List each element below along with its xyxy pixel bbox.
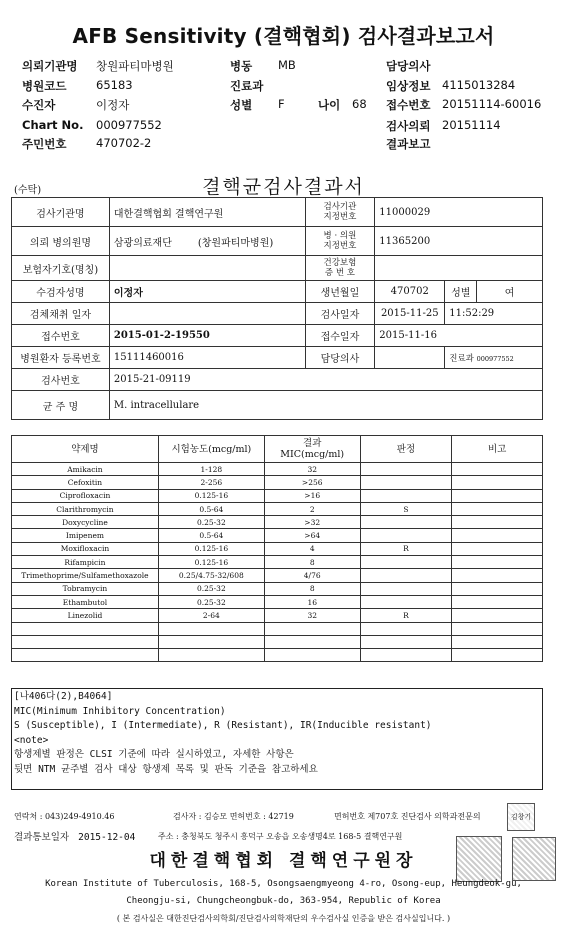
empty-cell — [158, 635, 264, 648]
report-title: 결핵균검사결과서 — [202, 176, 365, 198]
name-value: 이정자 — [109, 281, 305, 303]
test-date-label: 검사일자 — [305, 303, 375, 325]
results-table — [11, 435, 543, 662]
table-row — [12, 529, 543, 542]
official-seal — [456, 836, 502, 882]
table-row — [12, 463, 543, 476]
mic-cell: 2 — [264, 502, 360, 515]
drug-cell: Clarithromycin — [12, 502, 159, 515]
drug-cell: Rifampicin — [12, 556, 159, 569]
address-ko: 주소 : 충청북도 청주시 흥덕구 오송읍 오송생명4로 168-5 결핵연구원 — [158, 832, 403, 841]
empty-cell — [360, 635, 452, 648]
reg-no-value: 15111460016 — [109, 347, 305, 369]
test-no-label: 검사번호 — [12, 369, 110, 391]
results-box — [11, 435, 543, 662]
empty-cell — [158, 622, 264, 635]
mic-cell: >16 — [264, 489, 360, 502]
collect-date-value — [109, 303, 305, 325]
judge-cell — [360, 463, 452, 476]
empty-cell — [360, 649, 452, 662]
empty-cell — [12, 622, 159, 635]
mic-cell: 8 — [264, 582, 360, 595]
entrusted-stamp: (수탁) — [14, 185, 42, 196]
certification-note: ( 본 검사실은 대한진단검사의학회/진단검사의학재단의 우수검사실 인증을 받은 검사실입니다. ) — [116, 914, 451, 923]
hospital-label: 의뢰 병의원명 — [12, 227, 110, 256]
judge-cell — [360, 556, 452, 569]
table-row — [12, 542, 543, 555]
empty-row — [12, 635, 543, 648]
clinic-code-label: 병 · 의원 지정번호 — [305, 227, 375, 256]
ward-label: 병동 — [230, 59, 253, 73]
judge-cell — [360, 489, 452, 502]
official-seal — [512, 837, 556, 881]
species-label: 균 주 명 — [12, 391, 110, 420]
mic-cell: 4/76 — [264, 569, 360, 582]
test-no-value: 2015-21-09119 — [109, 369, 542, 391]
collect-date-label: 검체채취 일자 — [12, 303, 110, 325]
note-cell — [452, 463, 543, 476]
col-header-judge: 판정 — [360, 436, 452, 463]
dob-value: 470702 — [375, 281, 445, 303]
col-header-mic: 결과 MIC(mcg/ml) — [264, 436, 360, 463]
clinical-info-label: 임상정보 — [386, 79, 431, 93]
note-cell — [452, 609, 543, 622]
drug-cell: Ciprofloxacin — [12, 489, 159, 502]
receipt-date-value: 2015-11-16 — [375, 325, 543, 347]
institution-label: 검사기관명 — [12, 198, 110, 227]
judge-cell — [360, 516, 452, 529]
organization-address-en-2: Cheongju-si, Chungcheongbuk-do, 363-954, Republic of Korea — [126, 896, 441, 906]
mic-cell: 32 — [264, 609, 360, 622]
empty-row — [12, 622, 543, 635]
drug-cell: Amikacin — [12, 463, 159, 476]
empty-cell — [264, 635, 360, 648]
resident-no-value: 470702-2 — [96, 136, 152, 150]
chart-no-label: Chart No. — [22, 118, 84, 132]
notes-box — [11, 688, 543, 790]
empty-cell — [12, 649, 159, 662]
conc-cell: 2-64 — [158, 609, 264, 622]
note-line: S (Susceptible), I (Intermediate), R (Resistant), IR(Inducible resistant) — [14, 720, 432, 731]
judge-cell — [360, 595, 452, 608]
resident-no-label: 주민번호 — [22, 137, 67, 151]
contact-info: 연락처 : 043)249-4910.46 — [14, 812, 115, 821]
age-value: 68 — [352, 97, 367, 111]
note-cell — [452, 556, 543, 569]
inst-code-label: 검사기관 지정번호 — [305, 198, 375, 227]
judge-cell: R — [360, 609, 452, 622]
note-line: MIC(Minimum Inhibitory Concentration) — [14, 705, 226, 717]
ward-value: MB — [278, 58, 296, 72]
species-value: M. intracellulare — [109, 391, 542, 420]
conc-cell: 0.5-64 — [158, 502, 264, 515]
hospital-code-value: 65183 — [96, 78, 133, 92]
drug-cell: Moxifloxacin — [12, 542, 159, 555]
note-cell — [452, 595, 543, 608]
dept-cell: 진료과 000977552 — [445, 347, 543, 369]
organization-address-en-1: Korean Institute of Tuberculosis, 168-5, Osongsaengmyeong 4-ro, Osong-eup, Heungdeok-gu, — [45, 879, 522, 889]
patient-info-table — [11, 197, 543, 420]
table-row — [12, 516, 543, 529]
institution-value: 대한결핵협회 결핵연구원 — [109, 198, 305, 227]
note-cell — [452, 542, 543, 555]
conc-cell: 2-256 — [158, 476, 264, 489]
drug-cell: Imipenem — [12, 529, 159, 542]
notes-text — [14, 690, 432, 777]
mic-cell: 16 — [264, 595, 360, 608]
drug-cell: Linezolid — [12, 609, 159, 622]
insurance-no-value — [375, 256, 543, 281]
table-row — [12, 595, 543, 608]
empty-cell — [452, 649, 543, 662]
empty-cell — [158, 649, 264, 662]
test-date-value: 2015-11-25 — [375, 303, 445, 325]
age-label: 나이 — [318, 98, 341, 112]
note-line: 항생제별 판정은 CLSI 기준에 따라 실시하였고, 자세한 사항은 — [14, 749, 294, 760]
conc-cell: 1-128 — [158, 463, 264, 476]
reg-no-label: 병원환자 등록번호 — [12, 347, 110, 369]
dob-label: 생년월일 — [305, 281, 375, 303]
doctor-value — [375, 347, 445, 369]
patient-label: 수진자 — [22, 98, 56, 112]
report-header-title: AFB Sensitivity (결핵협회) 검사결과보고서 — [72, 24, 495, 48]
note-cell — [452, 569, 543, 582]
insured-label: 보험자기호(명칭) — [12, 256, 110, 281]
empty-row — [12, 649, 543, 662]
dept-label: 진료과 — [230, 79, 264, 93]
drug-cell: Ethambutol — [12, 595, 159, 608]
note-cell — [452, 529, 543, 542]
institution-value: 창원파티마병원 — [96, 59, 174, 73]
drug-cell: Cefoxitin — [12, 476, 159, 489]
judge-cell — [360, 582, 452, 595]
note-line: <note> — [14, 734, 49, 746]
judge-cell — [360, 569, 452, 582]
empty-cell — [452, 622, 543, 635]
mic-cell: 8 — [264, 556, 360, 569]
sex-value: 여 — [477, 281, 543, 303]
signature-seal: 김창기 — [507, 803, 535, 831]
mic-cell: >64 — [264, 529, 360, 542]
insurance-no-label: 건강보험 증 번 호 — [305, 256, 375, 281]
conc-cell: 0.25-32 — [158, 516, 264, 529]
empty-cell — [452, 635, 543, 648]
empty-cell — [264, 649, 360, 662]
mic-cell: 32 — [264, 463, 360, 476]
sex-label: 성별 — [230, 98, 253, 112]
table-row — [12, 609, 543, 622]
drug-cell: Trimethoprime/Sulfamethoxazole — [12, 569, 159, 582]
chart-no-value: 000977552 — [96, 118, 162, 132]
conc-cell: 0.125-16 — [158, 542, 264, 555]
note-cell — [452, 582, 543, 595]
conc-cell: 0.125-16 — [158, 556, 264, 569]
patient-info-box — [11, 197, 543, 422]
col-header-note: 비고 — [452, 436, 543, 463]
note-cell — [452, 502, 543, 515]
table-row — [12, 476, 543, 489]
drug-cell: Tobramycin — [12, 582, 159, 595]
doctor-label: 담당의사 — [305, 347, 375, 369]
note-line: [나406다(2),B4064] — [14, 691, 113, 702]
name-label: 수검자성명 — [12, 281, 110, 303]
judge-cell — [360, 476, 452, 489]
inst-code-value: 11000029 — [375, 198, 543, 227]
conc-cell: 0.125-16 — [158, 489, 264, 502]
license-info: 면허번호 제707호 진단검사 의학과전문의 — [334, 812, 481, 821]
report-date: 결과통보일자 2015-12-04 — [14, 832, 136, 843]
report-result-label: 결과보고 — [386, 137, 431, 151]
judge-cell: R — [360, 542, 452, 555]
table-row — [12, 569, 543, 582]
receipt-no-value: 20151114-60016 — [442, 97, 542, 111]
table-row — [12, 489, 543, 502]
table-row — [12, 556, 543, 569]
examiner-info: 검사자 : 김승모 면허번호 : 42719 — [173, 812, 294, 821]
receipt-date-label: 접수일자 — [305, 325, 375, 347]
organization-name-ko: 대한결핵협회 결핵연구원장 — [149, 851, 418, 871]
note-cell — [452, 489, 543, 502]
institution-label: 의뢰기관명 — [22, 59, 78, 73]
sex-value: F — [278, 97, 285, 111]
request-date-value: 20151114 — [442, 118, 501, 132]
patient-value: 이정자 — [96, 98, 130, 112]
clinical-info-value: 4115013284 — [442, 78, 516, 92]
col-header-drug: 약제명 — [12, 436, 159, 463]
conc-cell: 0.25/4.75-32/608 — [158, 569, 264, 582]
clinic-code-value: 11365200 — [375, 227, 543, 256]
insured-value — [109, 256, 305, 281]
mic-cell: >32 — [264, 516, 360, 529]
note-line: 뒷면 NTM 균주별 검사 대상 항생제 목록 및 판독 기준을 참고하세요 — [14, 763, 318, 775]
mic-cell: 4 — [264, 542, 360, 555]
note-cell — [452, 476, 543, 489]
receipt-no-label: 접수번호 — [12, 325, 110, 347]
drug-cell: Doxycycline — [12, 516, 159, 529]
conc-cell: 0.25-32 — [158, 595, 264, 608]
table-row — [12, 502, 543, 515]
empty-cell — [264, 622, 360, 635]
receipt-no-value: 2015-01-2-19550 — [109, 325, 305, 347]
sex-label: 성별 — [445, 281, 477, 303]
table-row — [12, 582, 543, 595]
empty-cell — [360, 622, 452, 635]
conc-cell: 0.25-32 — [158, 582, 264, 595]
receipt-no-label: 접수번호 — [386, 98, 431, 112]
col-header-conc: 시험농도(mcg/ml) — [158, 436, 264, 463]
hospital-code-label: 병원코드 — [22, 79, 67, 93]
request-date-label: 검사의뢰 — [386, 119, 431, 133]
empty-cell — [12, 635, 159, 648]
hospital-value: 삼광의료재단 (창원파티마병원) — [109, 227, 305, 256]
test-time-value: 11:52:29 — [445, 303, 543, 325]
mic-cell: >256 — [264, 476, 360, 489]
judge-cell — [360, 529, 452, 542]
note-cell — [452, 516, 543, 529]
judge-cell: S — [360, 502, 452, 515]
results-body — [12, 463, 543, 662]
doctor-label: 담당의사 — [386, 59, 431, 73]
conc-cell: 0.5-64 — [158, 529, 264, 542]
